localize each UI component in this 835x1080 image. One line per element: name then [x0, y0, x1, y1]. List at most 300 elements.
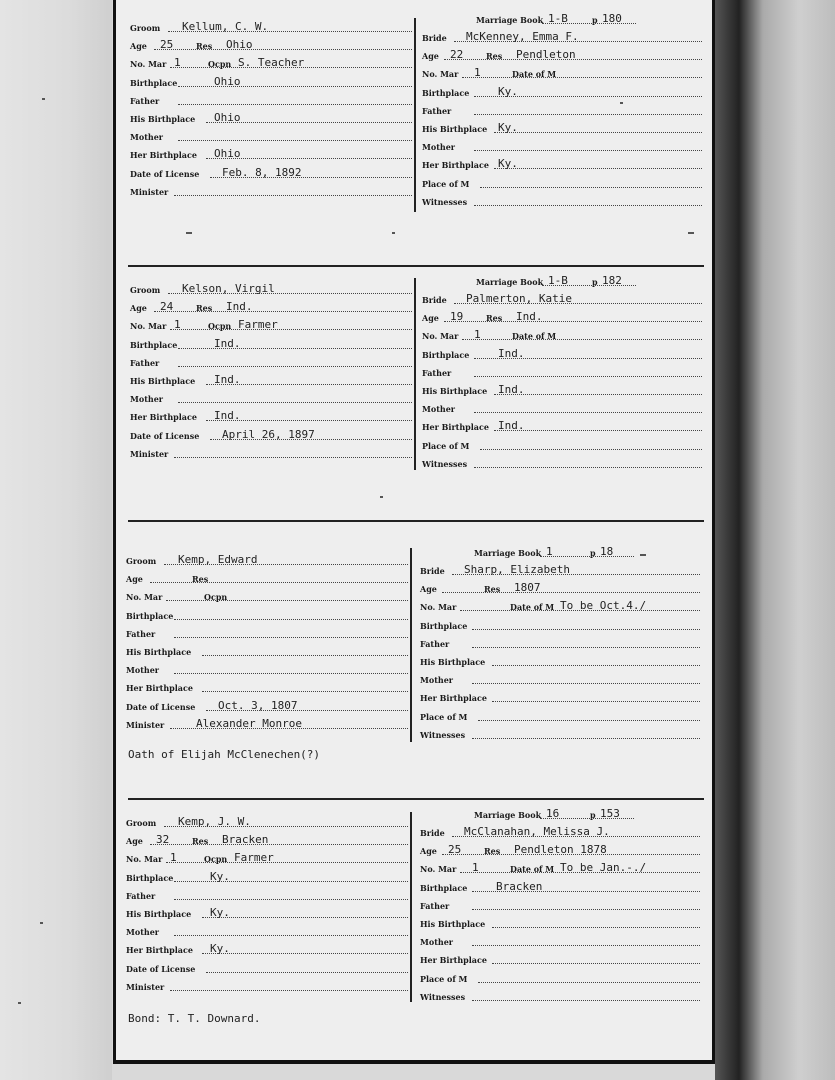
scan-speck: [620, 102, 623, 104]
record-3-groom-birthplace: [126, 870, 408, 884]
scan-speck: [380, 496, 383, 498]
record-2-groom-her-birthplace-line: [202, 691, 408, 692]
record-0-groom-age-res-label: Res: [196, 41, 213, 52]
record-0-groom-date-of-license-value-0: Feb. 8, 1892: [222, 165, 302, 179]
record-3-groom-no-mar: [126, 851, 408, 865]
record-3-bride-mother: [420, 934, 700, 948]
record-0-marriage-book-line: [542, 23, 636, 24]
record-0-groom-her-birthplace: [130, 147, 412, 161]
record-0-bride-her-birthplace-line: [494, 168, 702, 169]
record-1-groom-no-mar-label: No. Mar: [130, 321, 167, 332]
record-2-bride-no-mar-value-1: To be Oct.4./: [560, 599, 647, 613]
record-2-bride-place-of-m: [420, 709, 700, 723]
record-0-bride-no-mar-date_of_m-label: Date of M: [512, 69, 557, 80]
record-1-groom-date-of-license-value-0: April 26, 1897: [222, 427, 315, 441]
record-3-groom-date-of-license-line: [206, 972, 408, 973]
record-1-bride-name-label: Bride: [422, 295, 447, 305]
record-2-groom-minister-value-0: Alexander Monroe: [196, 716, 302, 730]
record-0-bride-father-line: [474, 114, 702, 115]
record-1-bride-no-mar-label: No. Mar: [422, 331, 459, 342]
record-2-note: Oath of Elijah McClenechen(?): [128, 748, 321, 761]
record-3-bride-place-of-m: [420, 971, 700, 985]
record-2-bride-age-res-label: Res: [484, 584, 501, 595]
record-0-bride-his-birthplace-label: His Birthplace: [422, 124, 488, 134]
record-0-bride-name-value-0: McKenney, Emma F.: [466, 30, 579, 43]
record-1-groom-father-label: Father: [130, 357, 160, 368]
record-1-bride-witnesses-label: Witnesses: [422, 458, 468, 469]
record-1-groom-no-mar-line: [170, 329, 412, 330]
record-3-marriage-book: [474, 807, 700, 821]
record-2-groom-no-mar: [126, 589, 408, 603]
record-2-bride-birthplace: [420, 618, 700, 632]
record-3-bride-mother-label: Mother: [420, 937, 454, 948]
record-0-groom-mother-label: Mother: [130, 132, 164, 143]
record-2-groom-her-birthplace-label: Her Birthplace: [126, 683, 193, 694]
record-1-bride-her-birthplace-label: Her Birthplace: [422, 422, 489, 433]
record-0-groom-date-of-license-label: Date of License: [130, 168, 200, 179]
record-3-bride-name: [420, 825, 700, 839]
record-0-groom-age: [130, 38, 412, 52]
record-1-bride-age-value-1: Ind.: [516, 310, 543, 324]
record-2-groom-mother-line: [174, 673, 408, 674]
scan-speck: [640, 554, 646, 556]
record-3-bride-place-of-m-line: [478, 982, 700, 983]
record-1-groom-mother: [130, 391, 412, 405]
record-3-groom-father-line: [174, 899, 408, 900]
record-1-groom-minister: [130, 446, 412, 460]
record-0-bride-place-of-m-line: [480, 187, 702, 188]
record-1-groom-his-birthplace-value-0: Ind.: [214, 373, 241, 386]
record-2-bride-mother-label: Mother: [420, 675, 454, 686]
record-1-bride-place-of-m-label: Place of M: [422, 440, 470, 451]
record-2-groom-mother-label: Mother: [126, 665, 160, 676]
record-1-bride-age-label: Age: [422, 313, 439, 324]
column-divider: [414, 18, 416, 212]
record-3-bride-witnesses-label: Witnesses: [420, 991, 466, 1002]
record-0-groom-age-line: [154, 49, 412, 50]
record-3-page-label-label: p: [590, 810, 596, 820]
record-2-bride-name-label: Bride: [420, 566, 445, 576]
record-2-bride-her-birthplace-label: Her Birthplace: [420, 693, 487, 704]
record-2-groom-his-birthplace: [126, 644, 408, 658]
record-1-groom-age: [130, 300, 412, 314]
record-2-groom-date-of-license: [126, 699, 408, 713]
record-3-bride-age-label: Age: [420, 846, 437, 857]
record-1-bride-his-birthplace: [422, 383, 702, 397]
sheet-bottom-border: [113, 1060, 715, 1064]
record-1-bride-his-birthplace-label: His Birthplace: [422, 386, 488, 396]
record-3-bride-witnesses: [420, 989, 700, 1003]
record-2-marriage-book: [474, 545, 700, 559]
column-divider: [414, 278, 416, 470]
record-1-bride-age-value-0: 19: [450, 310, 464, 324]
record-separator: [128, 798, 704, 800]
record-3-bride-her-birthplace-label: Her Birthplace: [420, 955, 487, 966]
record-1-groom-her-birthplace-label: Her Birthplace: [130, 412, 197, 423]
record-1-bride-place-of-m-line: [480, 449, 702, 450]
record-1-bride-birthplace-value-0: Ind.: [498, 346, 525, 360]
record-1-bride-father-label: Father: [422, 367, 452, 378]
record-0-bride-witnesses-label: Witnesses: [422, 196, 468, 207]
record-2-groom-age-line: [150, 582, 408, 583]
record-0-groom-her-birthplace-label: Her Birthplace: [130, 150, 197, 161]
record-0-groom-birthplace-label: Birthplace: [130, 77, 178, 88]
record-2-bride-age-value-1: 1807: [514, 581, 541, 595]
scan-speck: [392, 232, 395, 234]
record-2-groom-minister-label: Minister: [126, 719, 165, 730]
record-0-bride-age-value-0: 22: [450, 48, 464, 62]
record-2-bride-his-birthplace: [420, 654, 700, 668]
record-2-groom-no-mar-line: [166, 600, 408, 601]
record-2-bride-age-label: Age: [420, 584, 437, 595]
record-1-groom-his-birthplace-label: His Birthplace: [130, 376, 196, 386]
record-0-bride-his-birthplace-value-0: Ky.: [498, 121, 518, 134]
record-2-groom-age-label: Age: [126, 574, 143, 585]
record-1-bride-no-mar-line: [462, 339, 702, 340]
record-2-groom-his-birthplace-label: His Birthplace: [126, 647, 192, 657]
record-2-bride-his-birthplace-line: [492, 665, 700, 666]
record-3-bride-age-res-label: Res: [484, 846, 501, 857]
record-2-groom-name: [126, 553, 408, 567]
record-3-bride-father-line: [472, 909, 700, 910]
record-1-groom-her-birthplace-value-0: Ind.: [214, 409, 241, 423]
record-2-marriage-book-line: [540, 556, 634, 557]
record-0-groom-father: [130, 93, 412, 107]
record-1-groom-father: [130, 355, 412, 369]
record-3-groom-her-birthplace-label: Her Birthplace: [126, 945, 193, 956]
record-0-bride-his-birthplace: [422, 121, 702, 135]
record-2-bride-mother: [420, 672, 700, 686]
record-0-bride-her-birthplace: [422, 157, 702, 171]
record-0-bride-no-mar-line: [462, 77, 702, 78]
scan-speck: [42, 98, 45, 100]
record-0-groom-minister-label: Minister: [130, 186, 169, 197]
record-0-bride-her-birthplace-value-0: Ky.: [498, 157, 518, 171]
record-0-groom-his-birthplace: [130, 111, 412, 125]
record-1-page-label-label: p: [592, 277, 598, 287]
record-1-marriage-book-label: Marriage Book: [476, 277, 544, 287]
record-2-bride-no-mar: [420, 599, 700, 613]
record-3-groom-age-line: [150, 844, 408, 845]
record-2-bride-father-label: Father: [420, 638, 450, 649]
record-3-groom-birthplace-value-0: Ky.: [210, 869, 230, 883]
record-1-groom-name-label: Groom: [130, 285, 161, 295]
record-2-groom-name-value-0: Kemp, Edward: [178, 553, 258, 566]
record-2-bride-father-line: [472, 647, 700, 648]
record-3-bride-age-value-1: Pendleton 1878: [514, 843, 607, 857]
record-3-groom-her-birthplace-line: [202, 953, 408, 954]
record-1-bride-her-birthplace-line: [494, 430, 702, 431]
record-2-groom-father-label: Father: [126, 628, 156, 639]
record-3-page-number: 153: [600, 807, 620, 820]
record-1-bride-name-value-0: Palmerton, Katie: [466, 292, 572, 305]
record-1-groom-age-line: [154, 311, 412, 312]
record-0-page-label-label: p: [592, 15, 598, 25]
record-1-groom-name: [130, 282, 412, 296]
record-1-bride-birthplace: [422, 347, 702, 361]
record-2-bride-witnesses: [420, 727, 700, 741]
record-2-groom-birthplace: [126, 608, 408, 622]
record-3-bride-her-birthplace: [420, 952, 700, 966]
record-1-bride-his-birthplace-line: [494, 394, 702, 395]
record-3-groom-date-of-license: [126, 961, 408, 975]
record-1-bride-her-birthplace: [422, 419, 702, 433]
record-3-groom-mother-line: [174, 935, 408, 936]
record-2-marriage-book-label: Marriage Book: [474, 548, 542, 558]
record-0-bride-place-of-m: [422, 176, 702, 190]
record-3-bride-mother-line: [472, 945, 700, 946]
record-0-groom-birthplace: [130, 75, 412, 89]
record-3-groom-his-birthplace-label: His Birthplace: [126, 909, 192, 919]
record-1-groom-no-mar: [130, 318, 412, 332]
record-2-bride-birthplace-line: [472, 629, 700, 630]
record-0-bride-mother: [422, 139, 702, 153]
record-1-bride-no-mar: [422, 328, 702, 342]
record-3-bride-birthplace-value-0: Bracken: [496, 879, 543, 893]
record-2-bride-place-of-m-line: [478, 720, 700, 721]
record-1-groom-mother-line: [178, 402, 412, 403]
record-3-groom-age-label: Age: [126, 836, 143, 847]
record-0-bride-age-value-1: Pendleton: [516, 48, 576, 62]
record-0-groom-father-line: [178, 104, 412, 105]
record-2-bride-place-of-m-label: Place of M: [420, 711, 468, 722]
record-1-page-number: 182: [602, 274, 622, 287]
scan-speck: [18, 1002, 21, 1004]
record-1-marriage-book-line: [542, 285, 636, 286]
record-2-groom-age: [126, 571, 408, 585]
record-2-bride-her-birthplace-line: [492, 701, 700, 702]
record-1-bride-name: [422, 292, 702, 306]
scan-speck: [186, 232, 192, 234]
record-1-groom-birthplace-value-0: Ind.: [214, 336, 241, 350]
record-2-groom-birthplace-label: Birthplace: [126, 610, 174, 621]
record-2-groom-date-of-license-value-0: Oct. 3, 1807: [218, 698, 298, 712]
record-3-bride-no-mar-date_of_m-label: Date of M: [510, 864, 555, 875]
record-3-groom-minister: [126, 979, 408, 993]
record-1-groom-age-res-label: Res: [196, 303, 213, 314]
record-1-groom-age-value-1: Ind.: [226, 300, 253, 314]
record-0-bride-witnesses-line: [474, 205, 702, 206]
record-0-groom-minister-line: [174, 195, 412, 196]
record-2-bride-mother-line: [472, 683, 700, 684]
record-1-groom-date-of-license: [130, 428, 412, 442]
record-2-bride-name: [420, 563, 700, 577]
record-3-groom-mother-label: Mother: [126, 927, 160, 938]
record-3-groom-no-mar-ocpn-label: Ocpn: [204, 854, 228, 865]
record-1-groom-no-mar-value-1: Farmer: [238, 318, 278, 332]
record-3-groom-no-mar-line: [166, 862, 408, 863]
record-1-bride-birthplace-label: Birthplace: [422, 349, 470, 360]
record-2-bride-her-birthplace: [420, 690, 700, 704]
record-2-groom-father: [126, 626, 408, 640]
record-3-bride-birthplace: [420, 880, 700, 894]
record-3-bride-no-mar-value-1: To be Jan.-./: [560, 861, 647, 875]
record-2-groom-name-label: Groom: [126, 556, 157, 566]
record-3-bride-father: [420, 898, 700, 912]
record-2-groom-her-birthplace: [126, 680, 408, 694]
record-0-bride-no-mar-value-0: 1: [474, 66, 481, 80]
record-3-groom-his-birthplace: [126, 906, 408, 920]
record-1-bride-mother-label: Mother: [422, 404, 456, 415]
record-3-bride-age: [420, 843, 700, 857]
record-1-groom-minister-label: Minister: [130, 448, 169, 459]
record-2-bride-age-line: [442, 592, 700, 593]
record-3-marriage-book-line: [540, 818, 634, 819]
record-3-bride-his-birthplace-line: [492, 927, 700, 928]
record-2-groom-age-res-label: Res: [192, 574, 209, 585]
record-3-bride-her-birthplace-line: [492, 963, 700, 964]
record-0-bride-birthplace-value-0: Ky.: [498, 84, 518, 98]
record-1-groom-minister-line: [174, 457, 412, 458]
record-0-groom-age-value-1: Ohio: [226, 38, 253, 52]
record-3-groom-her-birthplace: [126, 942, 408, 956]
record-0-groom-no-mar-value-0: 1: [174, 56, 181, 70]
record-1-bride-no-mar-value-0: 1: [474, 328, 481, 342]
record-3-note: Bond: T. T. Downard.: [128, 1012, 261, 1025]
record-2-bride-witnesses-label: Witnesses: [420, 729, 466, 740]
record-1-groom-name-value-0: Kelson, Virgil: [182, 282, 275, 295]
record-1-groom-date-of-license-label: Date of License: [130, 430, 200, 441]
record-3-bride-his-birthplace: [420, 916, 700, 930]
record-1-groom-age-label: Age: [130, 303, 147, 314]
record-0-groom-age-label: Age: [130, 41, 147, 52]
record-0-groom-mother-line: [178, 140, 412, 141]
record-0-groom-date-of-license: [130, 166, 412, 180]
record-0-groom-no-mar-ocpn-label: Ocpn: [208, 59, 232, 70]
record-2-groom-date-of-license-label: Date of License: [126, 701, 196, 712]
record-2-groom-his-birthplace-line: [202, 655, 408, 656]
record-3-groom-age: [126, 833, 408, 847]
record-1-bride-place-of-m: [422, 438, 702, 452]
record-1-bride-no-mar-date_of_m-label: Date of M: [512, 331, 557, 342]
record-0-bride-age: [422, 48, 702, 62]
column-divider: [410, 812, 412, 1002]
record-3-bride-no-mar-label: No. Mar: [420, 864, 457, 875]
record-0-bride-her-birthplace-label: Her Birthplace: [422, 160, 489, 171]
record-0-groom-mother: [130, 129, 412, 143]
record-1-marriage-book: [476, 274, 702, 288]
record-3-groom-his-birthplace-line: [202, 917, 408, 918]
record-3-bride-father-label: Father: [420, 900, 450, 911]
record-0-groom-name: [130, 20, 412, 34]
record-0-bride-age-label: Age: [422, 51, 439, 62]
record-2-page-label-label: p: [590, 548, 596, 558]
record-0-bride-no-mar-label: No. Mar: [422, 69, 459, 80]
record-0-bride-name-label: Bride: [422, 33, 447, 43]
record-3-groom-birthplace-label: Birthplace: [126, 872, 174, 883]
record-2-groom-mother: [126, 662, 408, 676]
record-1-bride-father: [422, 365, 702, 379]
record-3-bride-place-of-m-label: Place of M: [420, 973, 468, 984]
record-1-groom-birthplace: [130, 337, 412, 351]
record-2-bride-no-mar-label: No. Mar: [420, 602, 457, 613]
record-0-groom-age-value-0: 25: [160, 38, 174, 52]
record-3-bride-his-birthplace-label: His Birthplace: [420, 919, 486, 929]
record-1-bride-witnesses: [422, 456, 702, 470]
record-3-groom-his-birthplace-value-0: Ky.: [210, 906, 230, 919]
record-2-book-number: 1: [546, 545, 553, 558]
scan-margin-right: [715, 0, 835, 1080]
record-1-bride-his-birthplace-value-0: Ind.: [498, 383, 525, 396]
record-2-groom-no-mar-ocpn-label: Ocpn: [204, 592, 228, 603]
record-3-bride-age-value-0: 25: [448, 843, 462, 857]
record-0-marriage-book-label: Marriage Book: [476, 15, 544, 25]
record-3-bride-name-label: Bride: [420, 828, 445, 838]
record-1-groom-age-value-0: 24: [160, 300, 174, 314]
record-3-groom-minister-label: Minister: [126, 981, 165, 992]
record-3-groom-age-res-label: Res: [192, 836, 209, 847]
record-0-bride-father: [422, 103, 702, 117]
record-3-groom-mother: [126, 924, 408, 938]
record-3-marriage-book-label: Marriage Book: [474, 810, 542, 820]
record-2-bride-witnesses-line: [472, 738, 700, 739]
record-3-groom-name-value-0: Kemp, J. W.: [178, 815, 251, 828]
scan-speck: [40, 922, 43, 924]
scan-speck: [688, 232, 694, 234]
record-1-bride-witnesses-line: [474, 467, 702, 468]
record-0-groom-his-birthplace-label: His Birthplace: [130, 114, 196, 124]
record-0-bride-age-res-label: Res: [486, 51, 503, 62]
record-3-groom-age-value-0: 32: [156, 833, 170, 847]
record-3-groom-her-birthplace-value-0: Ky.: [210, 942, 230, 956]
record-1-bride-her-birthplace-value-0: Ind.: [498, 419, 525, 433]
record-3-groom-father: [126, 888, 408, 902]
record-1-groom-father-line: [178, 366, 412, 367]
record-0-bride-no-mar: [422, 66, 702, 80]
record-2-page-number: 18: [600, 545, 614, 558]
record-0-groom-no-mar-label: No. Mar: [130, 59, 167, 70]
record-1-groom-birthplace-label: Birthplace: [130, 339, 178, 350]
record-3-bride-witnesses-line: [472, 1000, 700, 1001]
record-2-bride-no-mar-date_of_m-label: Date of M: [510, 602, 555, 613]
record-1-groom-mother-label: Mother: [130, 394, 164, 405]
record-2-groom-no-mar-label: No. Mar: [126, 592, 163, 603]
record-2-bride-age: [420, 581, 700, 595]
record-0-groom-name-value-0: Kellum, C. W.: [182, 20, 269, 33]
record-1-groom-her-birthplace: [130, 409, 412, 423]
record-1-groom-his-birthplace: [130, 373, 412, 387]
record-separator: [128, 520, 704, 522]
record-0-groom-no-mar-value-1: S. Teacher: [238, 56, 305, 70]
record-0-bride-birthplace-label: Birthplace: [422, 87, 470, 98]
record-0-groom-birthplace-value-0: Ohio: [214, 74, 241, 88]
record-0-bride-his-birthplace-line: [494, 132, 702, 133]
record-1-bride-age-res-label: Res: [486, 313, 503, 324]
record-0-groom-minister: [130, 184, 412, 198]
record-0-bride-mother-line: [474, 150, 702, 151]
record-1-book-number: 1-B: [548, 274, 568, 287]
record-3-groom-date-of-license-label: Date of License: [126, 963, 196, 974]
record-3-bride-no-mar: [420, 861, 700, 875]
record-2-groom-father-line: [174, 637, 408, 638]
record-3-book-number: 16: [546, 807, 560, 820]
record-3-groom-no-mar-value-1: Farmer: [234, 851, 274, 865]
record-3-groom-name-label: Groom: [126, 818, 157, 828]
record-0-bride-name: [422, 30, 702, 44]
scan-margin-left: [0, 0, 112, 1080]
record-0-bride-place-of-m-label: Place of M: [422, 178, 470, 189]
record-0-marriage-book: [476, 12, 702, 26]
record-3-groom-father-label: Father: [126, 890, 156, 901]
record-separator: [128, 265, 704, 267]
record-3-groom-no-mar-value-0: 1: [170, 851, 177, 865]
record-2-bride-birthplace-label: Birthplace: [420, 620, 468, 631]
record-3-groom-age-value-1: Bracken: [222, 833, 269, 847]
column-divider: [410, 548, 412, 742]
record-0-groom-her-birthplace-value-0: Ohio: [214, 147, 241, 161]
record-1-bride-father-line: [474, 376, 702, 377]
record-3-groom-no-mar-label: No. Mar: [126, 854, 163, 865]
